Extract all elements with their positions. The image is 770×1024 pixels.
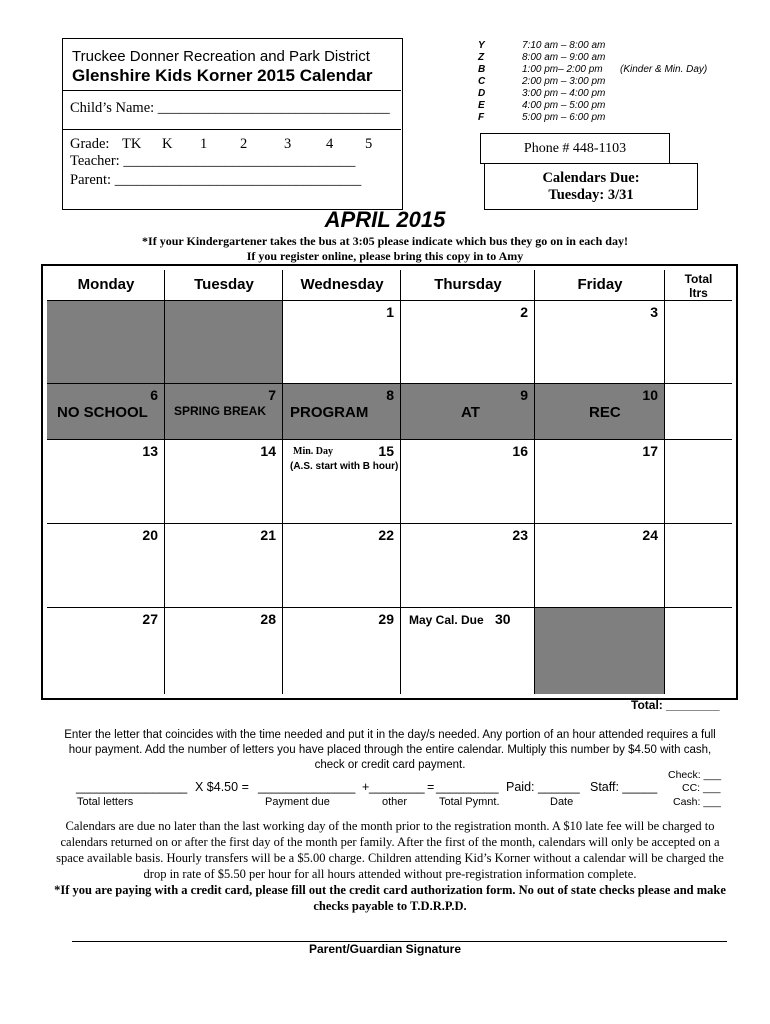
calendar-cell-apr-23[interactable] [401, 524, 535, 608]
calendar-cell-apr-3[interactable] [535, 301, 665, 384]
date-number: 9 [520, 387, 528, 403]
grade-option-tk[interactable]: TK [122, 136, 142, 152]
child-name-field[interactable]: Child’s Name: ________________________________ [70, 100, 390, 116]
day-header-tuesday [165, 270, 283, 301]
online-registration-note: If you register online, please bring this copy in to Amy [246, 249, 524, 263]
total-cell-week-3[interactable] [665, 440, 732, 524]
check-field[interactable]: Check: ___ [668, 769, 722, 781]
calendar-cell-apr-20[interactable] [47, 524, 165, 608]
day-header-thursday [401, 270, 535, 301]
time-code-range: 3:00 pm – 4:00 pm [522, 88, 606, 99]
total-letters-label: Total letters [77, 796, 134, 808]
date-number: 17 [642, 443, 658, 459]
credit-card-policy: *If you are paying with a credit card, please fill out the credit card authorization form. No out of state checks please and make checks payable to T.D.R.P.D. [54, 883, 726, 913]
date-number: 22 [378, 527, 394, 543]
day-header-label: Monday [77, 276, 135, 293]
paid-date-field[interactable]: Paid: ______ [506, 780, 580, 794]
rate-multiplier: X $4.50 = [195, 780, 249, 794]
no-school-banner: NO SCHOOL [57, 404, 148, 421]
district-name: Truckee Donner Recreation and Park District [72, 48, 370, 65]
grade-label: Grade: [70, 136, 110, 152]
date-number: 10 [642, 387, 658, 403]
date-number: 28 [260, 611, 276, 627]
may-calendar-due-note: May Cal. Due [409, 613, 484, 627]
calendar-cell-apr-14[interactable] [165, 440, 283, 524]
program-banner: PROGRAM [290, 404, 369, 421]
calendar-cell-apr-28[interactable] [165, 608, 283, 694]
signature-label: Parent/Guardian Signature [308, 942, 462, 956]
instructions-text: Enter the letter that coincides with the time needed and put it in the day/s needed. Any portion of an hour attended requires a full hour payment. Add the number of letters you have placed through the entire calendar. Multiply this number by $4.50 with cash, check or credit card payment. [64, 729, 716, 771]
calendar-cell-apr-8 [283, 384, 401, 440]
date-number: 30 [495, 611, 511, 627]
grade-option-4[interactable]: 4 [326, 136, 334, 152]
calendar-cell-apr-24[interactable] [535, 524, 665, 608]
date-number: 6 [150, 387, 158, 403]
calendar-cell-empty [165, 301, 283, 384]
grade-option-2[interactable]: 2 [240, 136, 248, 152]
time-code-letter: C [478, 76, 486, 87]
calendar-cell-apr-17[interactable] [535, 440, 665, 524]
equals-sign: = [427, 780, 435, 794]
total-payment-label: Total Pymnt. [439, 796, 500, 808]
calendar-cell-apr-22[interactable] [283, 524, 401, 608]
month-title: APRIL 2015 [324, 207, 446, 232]
calendars-due-label: Calendars Due: [542, 170, 640, 186]
date-label: Date [550, 796, 574, 808]
time-code-range: 7:10 am – 8:00 am [522, 40, 606, 51]
payment-due-field[interactable]: ______________ [258, 780, 356, 794]
time-code-letter: F [478, 112, 485, 123]
date-number: 15 [378, 443, 394, 459]
calendar-cell-apr-9 [401, 384, 535, 440]
day-header-label: Tuesday [194, 276, 254, 293]
time-code-range: 2:00 pm – 3:00 pm [522, 76, 606, 87]
time-code-letter: Z [478, 52, 485, 63]
day-header-total [665, 270, 732, 301]
total-cell-week-2[interactable] [665, 384, 732, 440]
grand-total-field[interactable]: Total: ________ [631, 698, 720, 712]
grade-option-5[interactable]: 5 [365, 136, 373, 152]
date-number: 7 [268, 387, 276, 403]
total-letters-field[interactable]: ________________ [76, 780, 188, 794]
grade-option-k[interactable]: K [162, 136, 173, 152]
calendar-cell-apr-30[interactable] [401, 608, 535, 694]
credit-card-field[interactable]: CC: ___ [682, 782, 721, 794]
total-cell-week-5[interactable] [665, 608, 732, 694]
calendar-grid [41, 264, 738, 700]
date-number: 29 [378, 611, 394, 627]
calendar-cell-apr-13[interactable] [47, 440, 165, 524]
day-header-friday [535, 270, 665, 301]
date-number: 2 [520, 304, 528, 320]
calendar-cell-apr-27[interactable] [47, 608, 165, 694]
time-code-range: 8:00 am – 9:00 am [522, 52, 606, 63]
calendar-cell-apr-21[interactable] [165, 524, 283, 608]
total-header-label: Total [684, 272, 713, 286]
parent-field[interactable]: Parent: __________________________________ [70, 172, 362, 188]
calendar-cell-apr-1[interactable] [283, 301, 401, 384]
date-number: 13 [142, 443, 158, 459]
staff-field[interactable]: Staff: _____ [590, 780, 658, 794]
calendar-cell-empty [47, 301, 165, 384]
other-label: other [382, 796, 408, 808]
calendar-cell-empty [535, 608, 665, 694]
date-number: 24 [642, 527, 658, 543]
total-payment-field[interactable]: _________ [436, 780, 499, 794]
day-header-label: Wednesday [300, 276, 384, 293]
min-day-label: Min. Day [293, 446, 333, 457]
calendar-cell-apr-6 [47, 384, 165, 440]
total-cell-week-4[interactable] [665, 524, 732, 608]
total-header-label: ltrs [689, 286, 708, 300]
time-code-letter: E [478, 100, 485, 111]
calendars-due-box [484, 163, 698, 210]
time-code-range: 1:00 pm– 2:00 pm [522, 64, 603, 75]
rec-banner: REC [589, 404, 621, 421]
time-code-letter: B [478, 64, 486, 75]
date-number: 8 [386, 387, 394, 403]
teacher-field[interactable]: Teacher: ________________________________ [70, 153, 356, 169]
grade-option-3[interactable]: 3 [284, 136, 292, 152]
calendar-cell-apr-29[interactable] [283, 608, 401, 694]
date-number: 20 [142, 527, 158, 543]
time-code-range: 5:00 pm – 6:00 pm [522, 112, 606, 123]
date-number: 14 [260, 443, 276, 459]
day-header-label: Thursday [434, 276, 502, 293]
other-amount-field[interactable]: ________ [369, 780, 425, 794]
calendar-cell-apr-2[interactable] [401, 301, 535, 384]
payment-due-label: Payment due [265, 796, 330, 808]
calendar-cell-apr-16[interactable] [401, 440, 535, 524]
spring-break-banner: SPRING BREAK [174, 404, 267, 418]
plus-sign: + [362, 780, 370, 794]
grade-option-1[interactable]: 1 [200, 136, 208, 152]
calendar-cell-apr-7 [165, 384, 283, 440]
date-number: 3 [650, 304, 658, 320]
day-header-wednesday [283, 270, 401, 301]
calendar-cell-apr-15[interactable] [283, 440, 401, 524]
date-number: 1 [386, 304, 394, 320]
day-header-label: Friday [577, 276, 623, 293]
kindergarten-bus-note: *If your Kindergartener takes the bus at 3:05 please indicate which bus they go on in each day! [142, 234, 628, 248]
cash-field[interactable]: Cash: ___ [673, 796, 721, 808]
time-code-letter: D [478, 88, 486, 99]
after-school-start-note: (A.S. start with B hour) [290, 461, 399, 472]
phone-number: Phone # 448-1103 [480, 133, 670, 164]
calendar-cell-apr-10 [535, 384, 665, 440]
date-number: 27 [142, 611, 158, 627]
date-number: 23 [512, 527, 528, 543]
date-number: 21 [260, 527, 276, 543]
time-code-letter: Y [478, 40, 485, 51]
policy-text: Calendars are due no later than the last working day of the month prior to the registration month. A $10 late fee will be charged to calendars returned on or after the first day of the month per family. After the first of the month, calendars will only be accepted on a space available basis. Hourly transfers will be a $5.00 charge. Children attending Kid’s Korner without a calendar will be charged the drop in rate of $5.50 per hour for all hours attended without pre-registration information complete. [56, 819, 724, 881]
total-cell-week-1[interactable] [665, 301, 732, 384]
at-banner: AT [461, 404, 480, 421]
calendars-due-date: Tuesday: 3/31 [548, 187, 634, 203]
kinder-note: (Kinder & Min. Day) [620, 64, 708, 75]
time-code-range: 4:00 pm – 5:00 pm [522, 100, 606, 111]
day-header-monday [47, 270, 165, 301]
payment-policy [50, 818, 730, 914]
date-number: 16 [512, 443, 528, 459]
calendar-title: Glenshire Kids Korner 2015 Calendar [72, 66, 373, 85]
